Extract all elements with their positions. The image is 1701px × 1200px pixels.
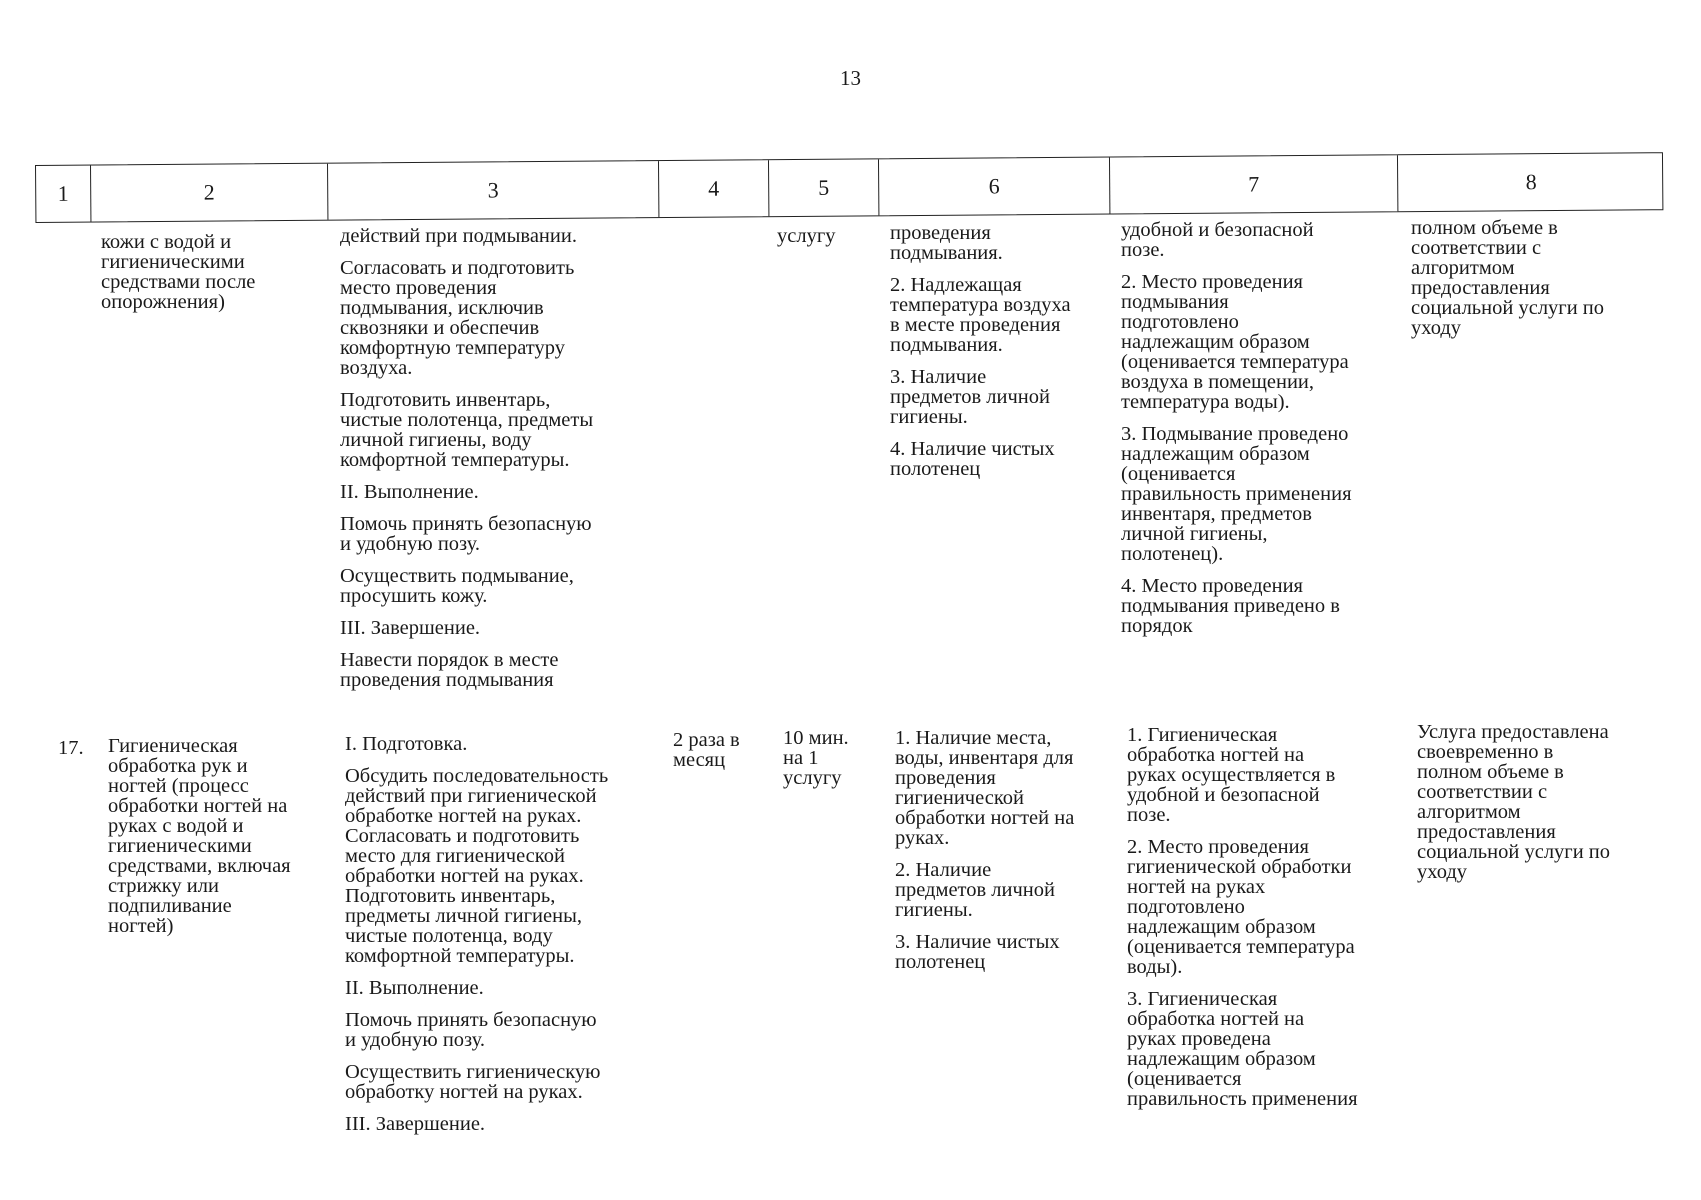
row17-col2-p1: Гигиеническая обработка рук и ногтей (процесс обработки ногтей на руках с водой и гигиеническими средствами, включая стрижку или подпиливание ногтей) [108,735,291,937]
cont-row-col8 [1411,218,1661,338]
row17-col3-p2: Обсудить последовательность действий при гигиенической обработке ногтей на руках. Согласовать и подготовить место для гигиенической обработки ногтей на руках. Подготовить инвентарь, предметы личной гигиены, чистые полотенца, воду комфортной температуры. [345,765,609,967]
table-header-row [35,152,1663,223]
row17-col6 [895,728,1120,972]
cont-col7-p1: удобной и безопасной позе. [1121,219,1314,261]
row17-number: 17. [58,737,84,759]
header-cell-1: 1 [57,180,69,206]
cont-col7-p4: 4. Место проведения подмывания приведено в порядок [1121,575,1340,637]
header-cell-7: 7 [1109,155,1397,213]
cont-col6-p2: 2. Надлежащая температура воздуха в месте проведения подмывания. [890,274,1071,356]
row17-col4 [673,730,773,770]
row17-col3-p1: I. Подготовка. [345,733,468,755]
page-number: 13 [840,66,861,90]
row17-col6-p1: 1. Наличие места, воды, инвентаря для проведения гигиенической обработки ногтей на руках. [895,727,1075,849]
row17-col3-p5: Осуществить гигиеническую обработку ногтей на руках. [345,1061,601,1103]
row17-col7-p2: 2. Место проведения гигиенической обработки ногтей на руках подготовлено надлежащим образом (оценивается температура воды). [1127,836,1355,978]
header-cell-8: 8 [1397,153,1664,211]
header-cell-4: 4 [658,160,768,217]
cont-col3-p1: действий при подмывании. [340,225,577,247]
header-cell-5: 5 [768,159,878,216]
cont-col8-p1: полном объеме в соответствии с алгоритмом предоставления социальной услуги по уходу [1411,217,1605,339]
header-cell-3: 3 [327,161,658,220]
cont-col3-p6: Осуществить подмывание, просушить кожу. [340,565,574,607]
cont-row-col3 [340,226,630,690]
row17-col3-p3: II. Выполнение. [345,977,484,999]
cont-col3-p5: Помочь принять безопасную и удобную позу. [340,513,592,555]
header-cell-6: 6 [878,158,1109,216]
row17-col3-p6: III. Завершение. [345,1113,486,1135]
row17-col8-p1: Услуга предоставлена своевременно в полном объеме в соответствии с алгоритмом предоставления социальной услуги по уходу [1417,721,1611,883]
cont-row-col5 [777,226,877,246]
row17-col2 [108,736,333,936]
row17-col3 [345,734,660,1134]
row17-col6-p3: 3. Наличие чистых полотенец [895,931,1060,973]
row17-col6-p2: 2. Наличие предметов личной гигиены. [895,859,1055,921]
row17-col7-p3: 3. Гигиеническая обработка ногтей на руках проведена надлежащим образом (оценивается правильность применения [1127,988,1358,1110]
cont-row-col7 [1121,220,1406,636]
row17-col7-p1: 1. Гигиеническая обработка ногтей на руках осуществляется в удобной и безопасной позе. [1127,724,1336,826]
cont-col6-p1: проведения подмывания. [890,222,1003,264]
row17-col7 [1127,725,1412,1109]
cont-col3-p4: II. Выполнение. [340,481,479,503]
cont-col3-p7: III. Завершение. [340,617,481,639]
header-cell-2: 2 [90,164,327,222]
cont-row-col2 [101,232,301,312]
cont-col5-p1: услугу [777,225,836,247]
row17-col4-p1: 2 раза в месяц [673,729,740,771]
row17-col3-p4: Помочь принять безопасную и удобную позу. [345,1009,597,1051]
cont-col3-p8: Навести порядок в месте проведения подмывания [340,649,559,691]
row17-col1 [58,738,98,758]
row17-col8 [1417,722,1667,882]
cont-col6-p4: 4. Наличие чистых полотенец [890,438,1055,480]
cont-col3-p2: Согласовать и подготовить место проведения подмывания, исключив сквозняки и обеспечив комфортную температуру воздуха. [340,257,575,379]
row17-col5-p1: 10 мин. на 1 услугу [783,727,849,789]
cont-col6-p3: 3. Наличие предметов личной гигиены. [890,366,1050,428]
cont-col3-p3: Подготовить инвентарь, чистые полотенца, предметы личной гигиены, воду комфортной температуры. [340,389,594,471]
cont-col2-p1: кожи с водой и гигиеническими средствами после опорожнения) [101,231,256,313]
cont-row-col6 [890,223,1110,479]
cont-col7-p2: 2. Место проведения подмывания подготовлено надлежащим образом (оценивается температура воздуха в помещении, температура воды). [1121,271,1349,413]
cont-col7-p3: 3. Подмывание проведено надлежащим образом (оценивается правильность применения инвентаря, предметов личной гигиены, полотенец). [1121,423,1352,565]
row17-col5 [783,728,883,788]
